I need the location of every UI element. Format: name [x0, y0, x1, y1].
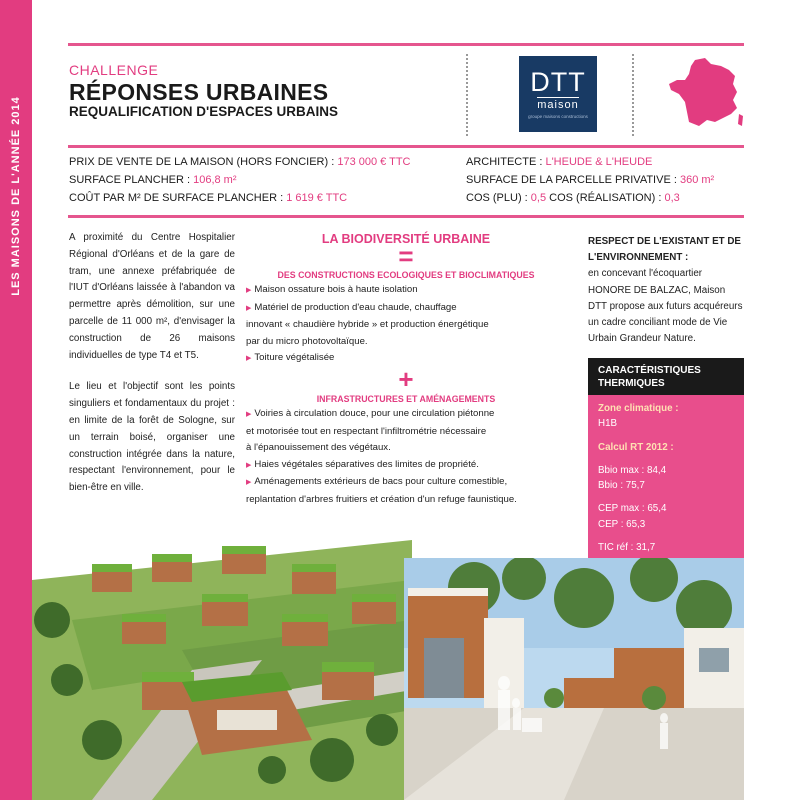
fact-value: 1 619 € TTC	[286, 192, 348, 204]
environment-text: en concevant l'écoquartier HONORE DE BALZAC, Maison DTT propose aux futurs acquéreurs un cadre conciliant mode de Vie Urbain Grandeur Nature.	[588, 268, 743, 345]
list-item-continued: replantation d'arbres fruitiers et création d'un refuge faunistique.	[246, 493, 517, 505]
facts-rule	[68, 215, 744, 218]
parcel-row	[466, 171, 714, 189]
fact-label: PRIX DE VENTE DE LA MAISON (HORS FONCIER) :	[69, 156, 338, 168]
environment-heading: RESPECT DE L'EXISTANT ET DE L'ENVIRONNEMENT :	[588, 236, 741, 264]
list-item: ▶ Maison ossature bois à haute isolation	[246, 282, 566, 300]
list-item: ▶ Toiture végétalisée	[246, 350, 566, 368]
fact-label: COS (PLU) :	[466, 192, 531, 204]
fact-value: 360 m²	[679, 174, 715, 186]
challenge-label: CHALLENGE	[69, 62, 159, 78]
thermal-card	[588, 358, 744, 576]
header-rule	[68, 145, 744, 148]
thermal-body	[588, 395, 744, 577]
biodiversity-heading: LA BIODIVERSITÉ URBAINE	[321, 232, 491, 246]
list-item: ▶ Matériel de production d'eau chaude, chauffage	[246, 300, 566, 318]
fact-label: SURFACE PLANCHER :	[69, 174, 194, 186]
biodiversity-block	[246, 232, 566, 509]
section-title: DES CONSTRUCTIONS ECOLOGIQUES ET BIOCLIMATIQUES	[277, 270, 535, 280]
fact-row	[69, 189, 411, 207]
fact-value: 0,5	[530, 192, 547, 204]
calc-label: Calcul RT 2012 :	[598, 441, 674, 453]
divider	[466, 54, 468, 136]
list-item-continued: innovant « chaudière hybride » et production énergétique	[246, 319, 489, 331]
dtt-maison-logo	[519, 56, 597, 132]
left-column	[69, 230, 235, 512]
bbio-max: Bbio max : 84,4	[598, 464, 667, 476]
page-subtitle: REQUALIFICATION D'ESPACES URBAINS	[69, 104, 338, 119]
fact-value: L'HEUDE & L'HEUDE	[545, 156, 653, 168]
zone-value: H1B	[598, 418, 618, 430]
list-item: ▶ Voiries à circulation douce, pour une circulation piétonne	[246, 406, 566, 424]
france-map-icon	[667, 56, 745, 132]
side-band	[0, 0, 32, 800]
fact-value: 0,3	[664, 192, 680, 204]
equals-sign: =	[398, 241, 414, 271]
aerial-rendering-image	[32, 540, 412, 800]
street-rendering-image	[404, 558, 744, 800]
fact-label: COS (RÉALISATION) :	[546, 192, 665, 204]
side-band-label: LES MAISONS DE L'ANNÉE 2014	[10, 96, 22, 296]
list-item-continued: à l'épanouissement des végétaux.	[246, 442, 391, 454]
project-paragraph: Le lieu et l'objectif sont les points singuliers et fondamentaux du projet : en limite de la forêt de Sologne, sur un terrain boisé, organiser une construction intégrée dans la nature, respectant l'environnement, pour le bien-être en ville.	[69, 381, 235, 494]
fact-label: ARCHITECTE :	[466, 156, 546, 168]
facts-right	[466, 153, 714, 207]
zone-label: Zone climatique :	[598, 403, 679, 414]
fact-row	[69, 171, 411, 189]
thermal-title: CARACTÉRISTIQUES THERMIQUES	[588, 358, 744, 395]
plus-sign: +	[398, 363, 414, 394]
logo-subtext: maison	[537, 99, 579, 111]
architect-row	[466, 153, 714, 171]
intro-paragraph: A proximité du Centre Hospitalier Régional d'Orléans et de la gare de tram, une annexe préfabriquée de l'IUT d'Orléans laissée à l'abandon va permettre après démolition, sur une parcelle de 11 000 m², d'envisager la construction de 26 maisons individuelles de type T4 et T5.	[69, 232, 235, 361]
fact-label: COÛT PAR M² DE SURFACE PLANCHER :	[69, 192, 287, 204]
fact-row	[69, 153, 411, 171]
list-item-continued: par du micro photovoltaïque.	[246, 335, 368, 347]
environment-block	[588, 234, 744, 347]
fact-label: SURFACE DE LA PARCELLE PRIVATIVE :	[466, 174, 680, 186]
fact-value: 106,8 m²	[193, 174, 237, 186]
cep: CEP : 65,3	[598, 518, 646, 530]
top-rule	[68, 43, 744, 46]
logo-text: DTT	[530, 67, 586, 97]
tic-ref: TIC réf : 31,7	[598, 542, 656, 554]
list-item-continued: et motorisée tout en respectant l'infiltrométrie nécessaire	[246, 425, 487, 437]
list-item: ▶ Haies végétales séparatives des limites de propriété.	[246, 457, 566, 475]
list-item: ▶ Aménagements extérieurs de bacs pour culture comestible,	[246, 474, 566, 492]
section-title: INFRASTRUCTURES ET AMÉNAGEMENTS	[316, 393, 496, 404]
page-title: RÉPONSES URBAINES	[69, 79, 329, 105]
bbio: Bbio : 75,7	[598, 480, 645, 492]
cep-max: CEP max : 65,4	[598, 503, 667, 515]
cos-row	[466, 189, 714, 207]
fact-value: 173 000 € TTC	[337, 156, 411, 168]
divider	[632, 54, 634, 136]
logo-tagline: groupe maisons constructions	[528, 114, 588, 119]
facts-left	[69, 153, 411, 207]
